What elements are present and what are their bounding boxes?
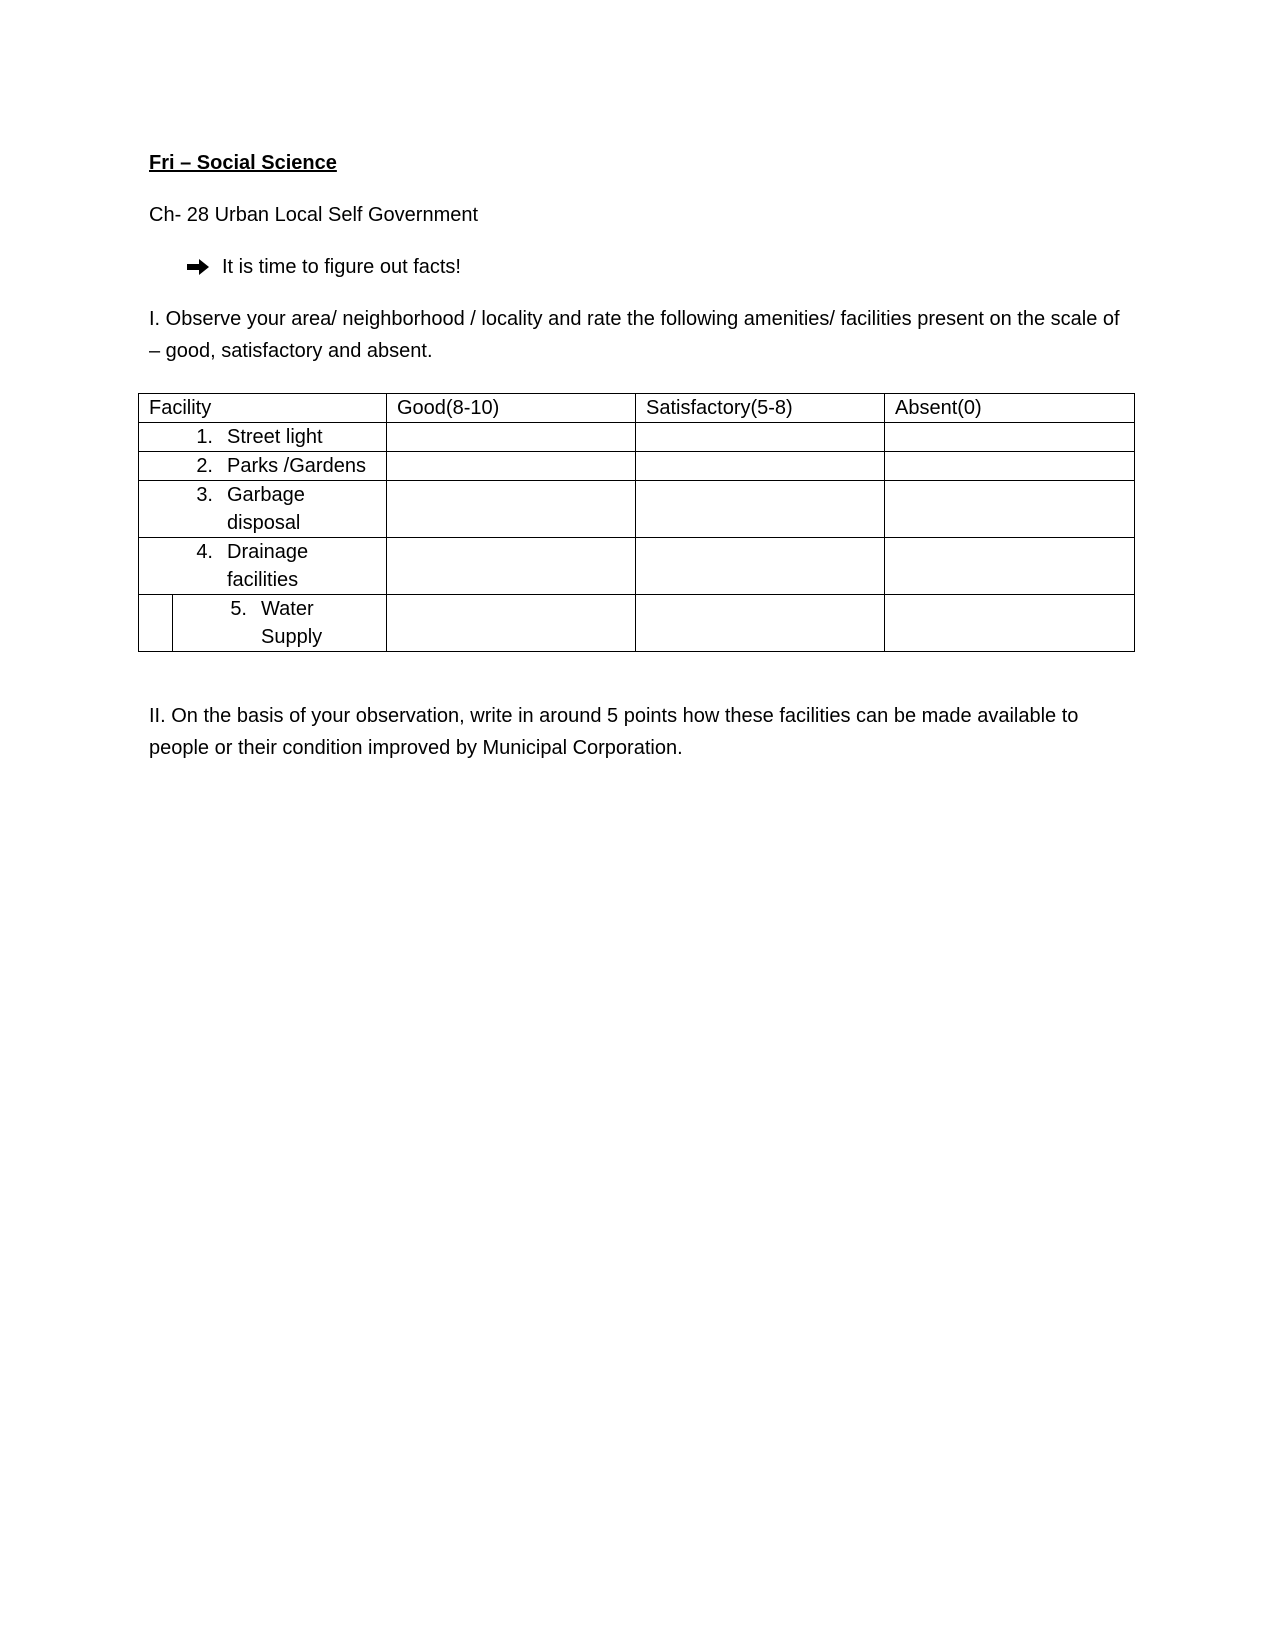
absent-cell[interactable] [885, 481, 1135, 538]
satisfactory-cell[interactable] [636, 595, 885, 652]
item-label: Street light [227, 426, 323, 448]
arrow-right-icon [186, 257, 210, 277]
header-facility: Facility [139, 394, 387, 423]
good-cell[interactable] [387, 595, 636, 652]
table-row [139, 538, 1135, 595]
table-row [139, 595, 1135, 652]
satisfactory-cell[interactable] [636, 423, 885, 452]
good-cell[interactable] [387, 452, 636, 481]
item-label: Drainage facilities [227, 541, 309, 591]
item-number: 3. [196, 484, 213, 506]
page-heading: Fri – Social Science [149, 152, 337, 174]
satisfactory-cell[interactable] [636, 481, 885, 538]
good-cell[interactable] [387, 423, 636, 452]
item-label: Garbage disposal [227, 484, 305, 534]
question-two: II. On the basis of your observation, write in around 5 points how these facilities can be made available to people or their condition improved by Municipal Corporation. [149, 705, 1079, 759]
table-row [139, 481, 1135, 538]
item-number: 2. [196, 455, 213, 477]
facility-cell [139, 423, 387, 452]
bullet-line [186, 251, 461, 283]
header-satisfactory: Satisfactory(5-8) [636, 394, 885, 423]
item-number: 5. [230, 598, 247, 620]
satisfactory-cell[interactable] [636, 538, 885, 595]
facility-cell [139, 538, 387, 595]
absent-cell[interactable] [885, 423, 1135, 452]
facility-cell [139, 595, 387, 652]
item-number: 1. [196, 426, 213, 448]
item-label: Parks /Gardens [227, 455, 366, 477]
bullet-text: It is time to figure out facts! [222, 256, 461, 278]
header-absent: Absent(0) [885, 394, 1135, 423]
table-header-row [139, 394, 1135, 423]
absent-cell[interactable] [885, 538, 1135, 595]
header-good: Good(8-10) [387, 394, 636, 423]
item-label: Water Supply [261, 598, 323, 648]
absent-cell[interactable] [885, 452, 1135, 481]
table-row [139, 452, 1135, 481]
table-row [139, 423, 1135, 452]
satisfactory-cell[interactable] [636, 452, 885, 481]
cell-divider [139, 595, 173, 651]
good-cell[interactable] [387, 538, 636, 595]
facility-rating-table [138, 393, 1135, 652]
facility-cell [139, 481, 387, 538]
good-cell[interactable] [387, 481, 636, 538]
facility-cell [139, 452, 387, 481]
question-one: I. Observe your area/ neighborhood / locality and rate the following amenities/ facilities present on the scale of – good, satisfactory and absent. [149, 308, 1120, 362]
absent-cell[interactable] [885, 595, 1135, 652]
item-number: 4. [196, 541, 213, 563]
chapter-title: Ch- 28 Urban Local Self Government [149, 204, 479, 226]
